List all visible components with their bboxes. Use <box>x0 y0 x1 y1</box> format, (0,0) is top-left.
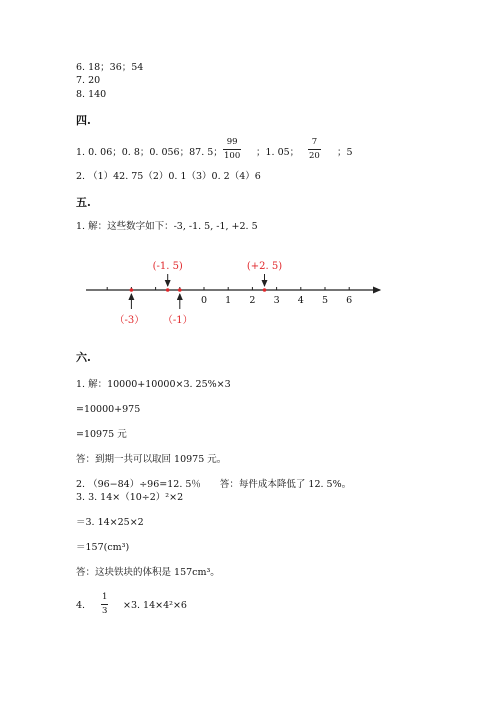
number-line-tick-label: 3 <box>273 295 280 306</box>
fraction-denominator: 100 <box>224 150 241 161</box>
answer-line-6: 6. 18；36；54 <box>76 62 144 73</box>
sec6-line-10-suffix: ×3. 14×4²×6 <box>123 600 187 611</box>
fraction-bar <box>308 149 321 150</box>
fraction-numerator: 99 <box>226 137 238 147</box>
sec4-q1-prefix: 1. 0. 06；0. 8；0. 056；87. 5； <box>76 147 223 158</box>
sec4-q1-suffix: ；5 <box>337 147 353 158</box>
sec4-q2: 2. （1）42. 75（2）0. 1（3）0. 2（4）6 <box>76 171 261 182</box>
number-line-point-label: （-3） <box>114 315 145 326</box>
number-line-point-label: （-1） <box>162 315 193 326</box>
number-line-tick-label: 5 <box>321 295 329 306</box>
fraction-1-3 <box>101 593 108 615</box>
fraction-99-100 <box>223 138 241 160</box>
number-line-point-label: (+2. 5) <box>246 261 283 272</box>
number-line-figure <box>0 250 500 340</box>
number-line-point <box>178 288 182 292</box>
number-line-point <box>263 288 267 292</box>
sec5-q1: 1. 解：这些数字如下：-3, -1. 5, -1, +2. 5 <box>76 221 258 232</box>
section-4-heading: 四. <box>76 114 91 127</box>
fraction-numerator: 7 <box>311 137 318 147</box>
sec6-line-7: ＝3. 14×25×2 <box>76 517 144 528</box>
number-line-tick-label: 2 <box>249 295 256 306</box>
sec6-line-1: 1. 解：10000+10000×3. 25%×3 <box>76 379 231 390</box>
number-line-points <box>115 261 283 326</box>
sec6-line-4: 答：到期一共可以取回 10975 元。 <box>76 454 227 465</box>
fraction-denominator: 20 <box>309 150 320 161</box>
number-line-point-label: (-1. 5) <box>152 261 183 272</box>
number-line-tick-label: 4 <box>297 295 304 306</box>
sec6-line-8: ＝157(cm³) <box>76 542 130 553</box>
number-line-tick-label: 6 <box>346 295 353 306</box>
number-line-tick-label: 1 <box>225 295 232 306</box>
sec6-line-6: 3. 3. 14×（10÷2）²×2 <box>76 492 184 503</box>
sec6-line-9: 答：这块铁块的体积是 157cm³。 <box>76 567 220 578</box>
sec6-line-10-prefix: 4. <box>76 600 86 611</box>
section-6-heading: 六. <box>76 351 91 364</box>
fraction-denominator: 3 <box>102 605 108 616</box>
fraction-numerator: 1 <box>102 592 108 602</box>
answer-line-8: 8. 140 <box>76 89 107 100</box>
sec4-q1-mid: ；1. 05； <box>256 147 300 158</box>
fraction-bar <box>223 149 241 150</box>
sec6-line-2: =10000+975 <box>76 404 141 415</box>
number-line-tick-label: 0 <box>200 295 208 306</box>
fraction-7-20 <box>308 138 321 160</box>
number-line-point <box>130 288 134 292</box>
section-5-heading: 五. <box>76 196 91 209</box>
number-line-point <box>166 288 170 292</box>
answer-line-7: 7. 20 <box>76 75 101 86</box>
fraction-bar <box>101 604 108 605</box>
sec6-line-3: =10975 元 <box>76 429 127 440</box>
sec6-line-5: 2. （96−84）÷96=12. 5％ 答：每件成本降低了 12. 5%。 <box>76 479 352 490</box>
